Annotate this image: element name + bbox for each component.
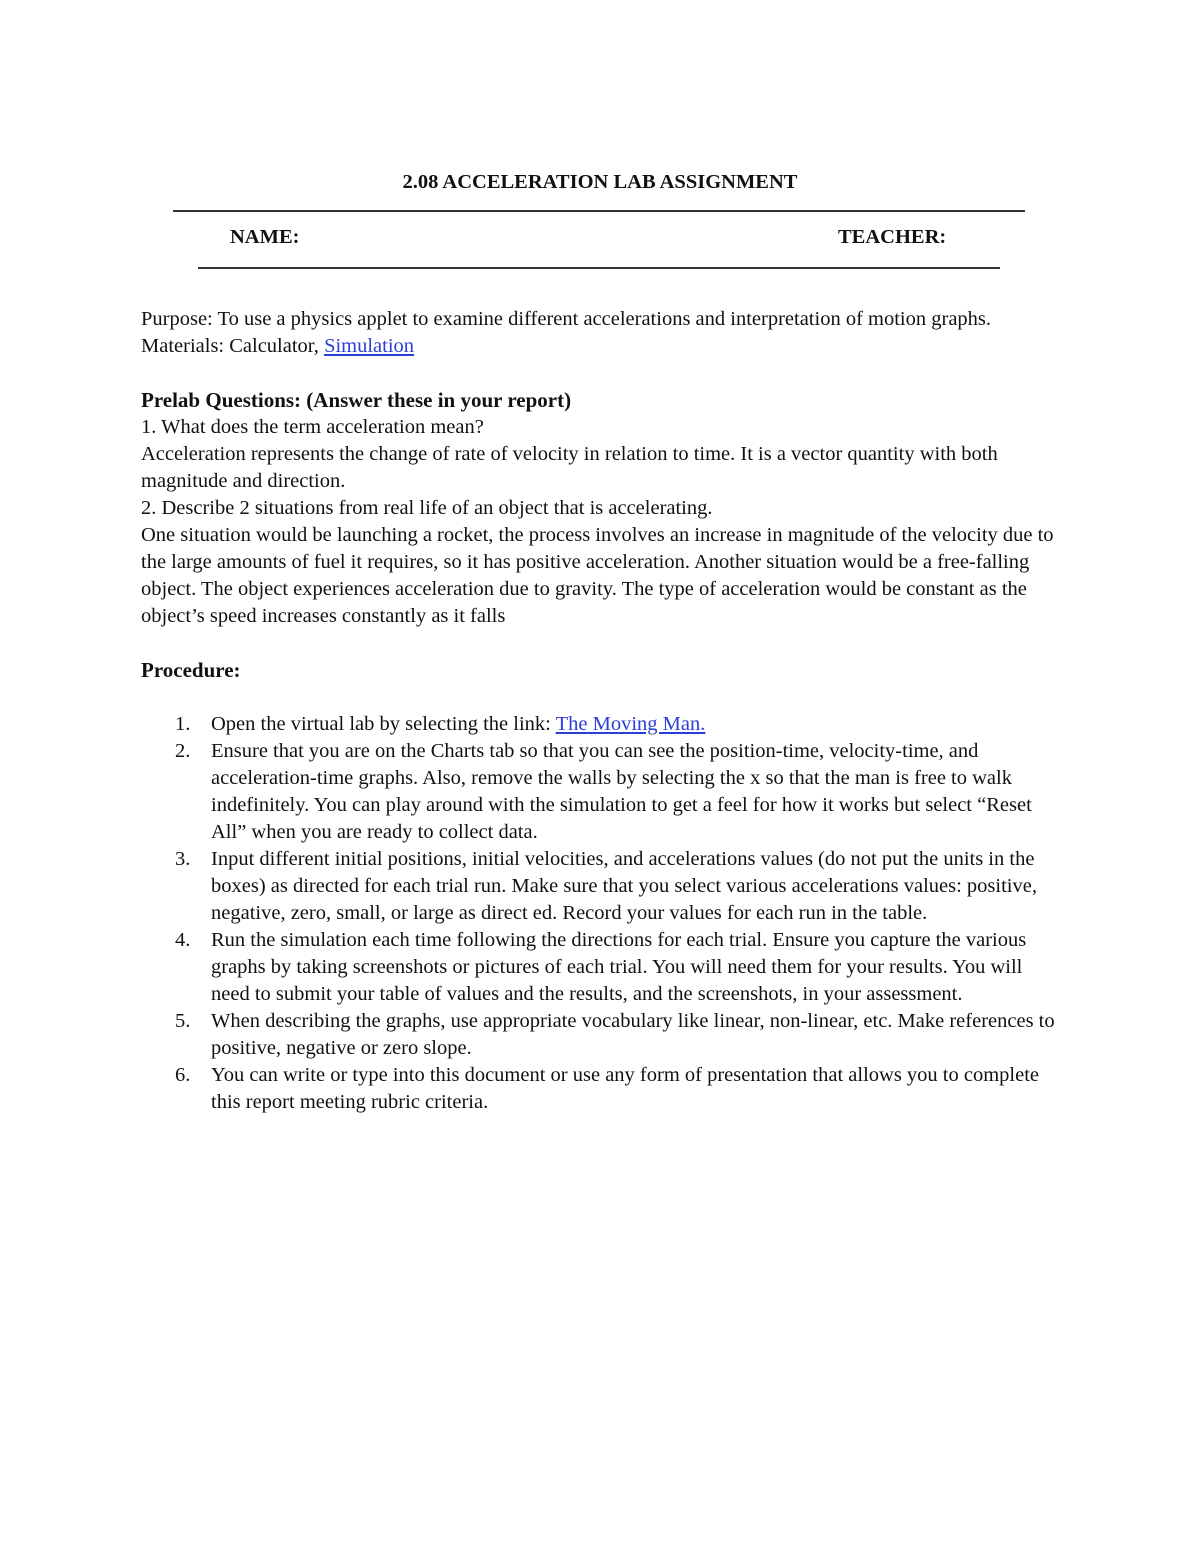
document-title: 2.08 ACCELERATION LAB ASSIGNMENT (402, 171, 798, 193)
materials-prefix: Materials: Calculator, (141, 335, 325, 357)
document-page (141, 166, 1059, 1113)
procedure-list (141, 711, 1059, 1116)
divider-bottom (198, 267, 1000, 269)
teacher-label: TEACHER: (838, 226, 947, 248)
procedure-step (141, 1008, 1059, 1062)
spacer (141, 684, 1059, 711)
procedure-heading: Procedure: (141, 658, 241, 682)
step-1-prefix: Open the virtual lab by selecting the link: (211, 713, 556, 735)
procedure-step (141, 846, 1059, 927)
step-number: 5. (175, 1010, 191, 1032)
simulation-link[interactable]: Simulation (324, 335, 415, 357)
divider-top (173, 210, 1025, 212)
step-number: 6. (175, 1064, 191, 1086)
procedure-step (141, 711, 1059, 738)
step-number: 3. (175, 848, 191, 870)
materials-line (141, 333, 1059, 360)
procedure-step (141, 738, 1059, 846)
prelab-question-1: 1. What does the term acceleration mean? (141, 416, 484, 438)
name-teacher-row (141, 224, 1059, 256)
purpose-text: Purpose: To use a physics applet to examine different accelerations and interpretation of motion graphs. (141, 308, 992, 330)
name-label: NAME: (230, 226, 300, 248)
prelab-question-2: 2. Describe 2 situations from real life of an object that is accelerating. (141, 497, 713, 519)
step-number: 2. (175, 740, 191, 762)
moving-man-link[interactable]: The Moving Man. (555, 713, 706, 735)
step-number: 4. (175, 929, 191, 951)
procedure-step (141, 1062, 1059, 1116)
procedure-step (141, 927, 1059, 1008)
prelab-answer-1: Acceleration represents the change of rate of velocity in relation to time. It is a vector quantity with both magnitude and direction. (141, 443, 998, 492)
step-text: Input different initial positions, initial velocities, and accelerations values (do not put the units in the boxes) as directed for each trial run. Make sure that you select various accelerations values: positive, negative, zero, small, or large as direct ed. Record your values for each run in the table. (211, 848, 1037, 924)
step-number: 1. (175, 713, 191, 735)
step-text: Ensure that you are on the Charts tab so that you can see the position-time, velocity-time, and acceleration-time graphs. Also, remove the walls by selecting the x so that the man is free to walk indefinitely. You can play around with the simulation to get a feel for how it works but select “Reset All” when you are ready to collect data. (211, 740, 1032, 843)
document-body (141, 306, 1059, 1116)
spacer (141, 360, 1059, 387)
spacer (141, 630, 1059, 657)
step-text: When describing the graphs, use appropriate vocabulary like linear, non-linear, etc. Make references to positive, negative or zero slope. (211, 1010, 1055, 1059)
prelab-answer-2: One situation would be launching a rocket, the process involves an increase in magnitude of the velocity due to the large amounts of fuel it requires, so it has positive acceleration. Another situation would be a free-falling object. The object experiences acceleration due to gravity. The type of acceleration would be constant as the object’s speed increases constantly as it falls (141, 524, 1054, 627)
prelab-heading: Prelab Questions: (Answer these in your report) (141, 388, 572, 412)
step-text: Run the simulation each time following the directions for each trial. Ensure you capture the various graphs by taking screenshots or pictures of each trial. You will need them for your results. You will need to submit your table of values and the results, and the screenshots, in your assessment. (211, 929, 1027, 1005)
step-text: You can write or type into this document or use any form of presentation that allows you to complete this report meeting rubric criteria. (211, 1064, 1039, 1113)
